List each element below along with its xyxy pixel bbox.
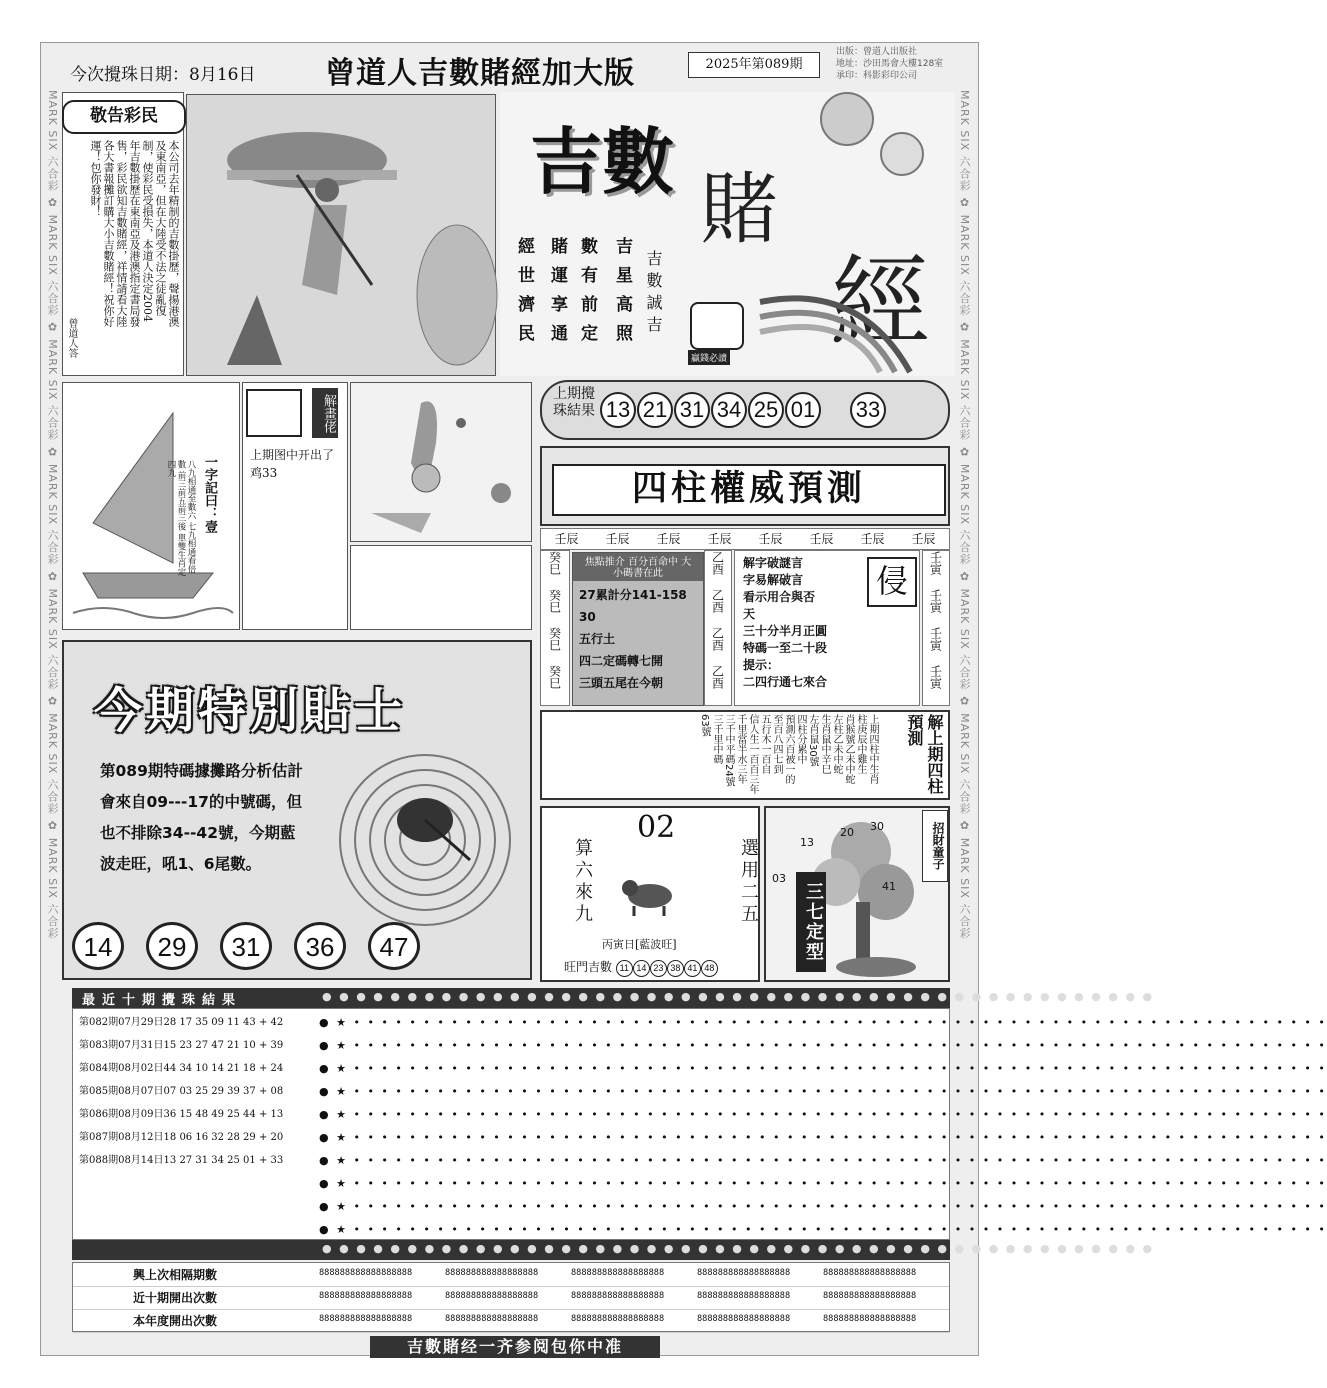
spiral-target [330, 750, 520, 930]
pick-box [540, 806, 760, 982]
history-row [79, 1172, 319, 1195]
history-row: 第087期08月12日18 06 16 32 28 29 + 20 [79, 1132, 284, 1143]
explain-col: 三千中平碼24號 [723, 714, 734, 787]
pillar-cell: 癸巳 [547, 551, 562, 575]
riddle-text: 上期图中开出了鸡33 [250, 448, 335, 480]
history-dot-row: ● ★ • • • • • • • • • • • • • • • • • • • • • • • • • • • • • • • • • • • • • • • • • • • • • • • • • • • • • • • • • • • • • • • • • • • • • • [319, 1108, 1327, 1121]
explain-col: 至百八四七到 [771, 714, 782, 774]
pillar-cell: 壬寅 [928, 551, 943, 575]
history-dots [319, 1011, 1327, 1241]
tree-number-3: 30 [870, 820, 884, 833]
history-row [79, 1218, 319, 1241]
tips-balls [72, 922, 452, 974]
tree-label: 招財童子 [922, 810, 948, 882]
stats-header [72, 1240, 1155, 1260]
explain-col: 生肖鼠中辛巳 [819, 714, 830, 774]
stats-label: 興上次相隔期數 [133, 1268, 218, 1282]
history-header [72, 988, 1155, 1008]
four-pillars-title [552, 464, 946, 516]
explain-columns [698, 714, 878, 798]
tips-title: 今期特別貼士 [94, 683, 407, 739]
tip-ball: 14 [72, 922, 124, 970]
tree-number-4: 03 [772, 872, 786, 885]
history-dot-row: ● ★ • • • • • • • • • • • • • • • • • • • • • • • • • • • • • • • • • • • • • • • • • • • • • • • • • • • • • • • • • • • • • • • • • • • • • • [319, 1223, 1327, 1236]
history-dot-row: ● ★ • • • • • • • • • • • • • • • • • • • • • • • • • • • • • • • • • • • • • • • • • • • • • • • • • • • • • • • • • • • • • • • • • • • • • • [319, 1154, 1327, 1167]
history-title: 最近十期攪珠結果 [82, 993, 243, 1008]
scene-picture [186, 94, 496, 376]
stats-eights: 888888888888888888 [571, 1291, 665, 1301]
stats-eights: 888888888888888888 [319, 1314, 413, 1324]
pillar-cell: 壬寅 [928, 665, 943, 689]
fisherman-illustration [187, 95, 493, 373]
door-ball: 48 [701, 960, 718, 977]
special-ball: 33 [850, 392, 886, 428]
pillars-top-row [540, 528, 950, 550]
notice-text: 本公司去年精制的吉數掛歷，聲揚港澳及東南亞，但在大陸受不法之徒亂復制，使彩民受損失，本道人決定2004年吉數掛歷在東南亞及港澳指定書局發售，彩民欲知吉數賭經，祥情請看大陸各大書報攤訂購大小吉數賭經！祝你好運！包你發財！ [89, 140, 180, 327]
history-header-dots: ● ● ● ● ● ● ● ● ● ● ● ● ● ● ● ● ● ● ● ● ● ● ● ● ● ● ● ● ● ● ● ● ● ● ● ● ● ● ● ● ● ● ● ● ● ● ● ● ● [322, 990, 1155, 1003]
left-margin-text: MARK SIX 六合彩 ✿ MARK SIX 六合彩 ✿ MARK SIX 六合彩 ✿ MARK SIX 六合彩 ✿ MARK SIX 六合彩 ✿ MARK SIX 六合彩 ✿ MARK SIX 六合彩 [46, 90, 59, 940]
explain-col: 信人生一百百三年 [747, 714, 758, 794]
result-ball: 34 [711, 392, 747, 428]
history-dot-row: ● ★ • • • • • • • • • • • • • • • • • • • • • • • • • • • • • • • • • • • • • • • • • • • • • • • • • • • • • • • • • • • • • • • • • • • • • • [319, 1016, 1327, 1029]
boat-heading: 一字記曰：壹 [202, 455, 217, 533]
riddle-picture [350, 382, 532, 542]
riddle-line: 解字破謎言 [743, 556, 804, 570]
motto-col-2: 數有前定 [577, 237, 597, 353]
address: 地址：沙田馬會大樓128室 [836, 59, 944, 69]
stats-label: 近十期開出次數 [133, 1291, 218, 1305]
stats-eights: 888888888888888888 [571, 1314, 665, 1324]
result-ball: 13 [600, 392, 636, 428]
result-ball: 01 [785, 392, 821, 428]
tiger-icon [620, 868, 680, 918]
tip-ball: 36 [294, 922, 346, 970]
footer-slogan [370, 1336, 660, 1358]
history-row: 第082期07月29日28 17 35 09 11 43 + 42 [79, 1017, 284, 1028]
pillars-left-col [540, 550, 570, 706]
money-tag: 贏錢必讀 [688, 350, 730, 365]
draw-date: 今次攪珠日期：8月16日 [70, 65, 256, 85]
history-dot-row: ● ★ • • • • • • • • • • • • • • • • • • • • • • • • • • • • • • • • • • • • • • • • • • • • • • • • • • • • • • • • • • • • • • • • • • • • • • [319, 1177, 1327, 1190]
riddle-line: 二四行通七來合 [743, 675, 828, 689]
brand-jing: 經 [830, 244, 930, 361]
rainbow-swoosh [760, 242, 950, 372]
explain-col: 左肖鼠30號 [807, 714, 818, 767]
explain-col: 五行木一百自 [759, 714, 770, 774]
result-ball: 25 [748, 392, 784, 428]
stats-eights: 888888888888888888 [823, 1268, 917, 1278]
boat-poem: 八九相通至數六 七九相通看倍數 前三前五前三後 單雙生肖定四九 [166, 460, 196, 576]
history-dot-row: ● ★ • • • • • • • • • • • • • • • • • • • • • • • • • • • • • • • • • • • • • • • • • • • • • • • • • • • • • • • • • • • • • • • • • • • • • • [319, 1039, 1327, 1052]
pillar-top-cell: 壬辰 [707, 532, 732, 546]
blank-panel [350, 545, 532, 630]
publisher: 出版：曾道人出版社 [836, 47, 918, 57]
history-row: 第086期08月09日36 15 48 49 25 44 + 13 [79, 1109, 284, 1120]
focus-header: 焦點推介 百分百命中 大小碼書在此 [573, 553, 703, 581]
pillars-right-col [922, 550, 950, 706]
motto-col-4: 經世濟民 [514, 237, 534, 353]
pillar-cell: 乙酉 [710, 551, 725, 575]
cartoon-illustration [351, 383, 529, 539]
brand-banner [500, 92, 955, 376]
focus-lines [573, 581, 703, 697]
explain-box [540, 710, 950, 800]
pillar-cell: 癸巳 [547, 665, 562, 689]
door-label: 旺門吉數 [564, 960, 613, 974]
door-ball: 38 [667, 960, 684, 977]
tree-number-1: 13 [800, 836, 814, 849]
door-ball: 11 [616, 960, 633, 977]
last-result-balls [600, 392, 950, 432]
history-dot-row: ● ★ • • • • • • • • • • • • • • • • • • • • • • • • • • • • • • • • • • • • • • • • • • • • • • • • • • • • • • • • • • • • • • • • • • • • • • [319, 1062, 1327, 1075]
focus-line: 五行土 [579, 632, 616, 646]
stats-eights: 888888888888888888 [823, 1291, 917, 1301]
focus-box [572, 552, 704, 706]
explain-col: 三千里中碼 [711, 714, 722, 764]
pillar-cell: 壬寅 [928, 627, 943, 651]
stats-table [72, 1262, 950, 1332]
four-pillars-title-text: 四柱權威預測 [631, 469, 866, 509]
stats-header-dots: ● ● ● ● ● ● ● ● ● ● ● ● ● ● ● ● ● ● ● ● ● ● ● ● ● ● ● ● ● ● ● ● ● ● ● ● ● ● ● ● ● ● ● ● ● ● ● ● ● [322, 1242, 1155, 1255]
footer-slogan-text: 吉數賭经一齐参阅包你中准 [406, 1337, 623, 1356]
paint-icon [246, 389, 302, 437]
pillar-top-cell: 壬辰 [605, 532, 630, 546]
pillar-top-cell: 壬辰 [809, 532, 834, 546]
tip-ball: 29 [146, 922, 198, 970]
page-title: 曾道人吉數賭經加大版 [325, 56, 635, 91]
coin-icon [820, 92, 874, 146]
stats-eights: 888888888888888888 [445, 1291, 539, 1301]
stats-row [73, 1263, 949, 1287]
riddle-line: 三十分半月正圓 [743, 624, 828, 638]
motto-side: 吉數誠吉 [644, 250, 663, 338]
explain-col: 上期四柱中生肖 [867, 714, 878, 784]
explain-col: 預測六百被一的 [783, 714, 794, 784]
money-icon [690, 302, 744, 350]
stats-eights: 888888888888888888 [445, 1314, 539, 1324]
riddle-line: 看示用合與否 [743, 590, 816, 604]
tree-caption: 三七定型 [796, 872, 826, 972]
focus-line: 30 [579, 610, 596, 624]
pillar-cell: 乙酉 [710, 627, 725, 651]
pick-left: 算六來九 [572, 838, 593, 926]
riddle-line: 字易解破言 [743, 573, 804, 587]
result-ball: 31 [674, 392, 710, 428]
issue-text: 2025年第089期 [705, 57, 803, 72]
explain-col: 四柱分累中 [795, 714, 806, 764]
notice-badge: 敬告彩民 [62, 100, 186, 134]
riddle-line: 特碼一至二十段 [743, 641, 828, 655]
brand-jishu: 吉數 [530, 120, 675, 204]
pillars-mid-col [704, 550, 732, 706]
pillar-top-cell: 壬辰 [758, 532, 783, 546]
motto-col-1: 吉星高照 [612, 237, 632, 353]
focus-line: 四二定碼轉七開 [579, 654, 664, 668]
history-row: 第084期08月02日44 34 10 14 21 18 + 24 [79, 1063, 284, 1074]
door-ball: 23 [650, 960, 667, 977]
explain-col: 柱庚辰中雞生 [855, 714, 866, 774]
explain-col: 千里當半水三年 [735, 714, 746, 784]
explain-label: 解上期四柱預測 [905, 714, 944, 794]
focus-line: 27累計分141-158 [579, 588, 687, 602]
pillar-cell: 乙酉 [710, 665, 725, 689]
tree-box [764, 806, 950, 982]
history-row: 第085期08月07日07 03 25 29 39 37 + 08 [79, 1086, 284, 1097]
riddle-line: 天 [743, 607, 756, 621]
door-row [564, 958, 718, 977]
explain-col: 肖猴號乙未中蛇 [843, 714, 854, 784]
brand-du: 賭 [700, 165, 779, 255]
last-result-label: 上期攪珠結果 [553, 386, 595, 419]
stats-eights: 888888888888888888 [445, 1268, 539, 1278]
tree-number-2: 20 [840, 826, 854, 839]
tip-ball: 47 [368, 922, 420, 970]
riddle-label: 解畫佬 [312, 388, 338, 438]
right-margin-text: MARK SIX 六合彩 ✿ MARK SIX 六合彩 ✿ MARK SIX 六合彩 ✿ MARK SIX 六合彩 ✿ MARK SIX 六合彩 ✿ MARK SIX 六合彩 ✿ MARK SIX 六合彩 [958, 90, 971, 940]
explain-col: 左柱乙未中蛇 [831, 714, 842, 774]
stats-eights: 888888888888888888 [697, 1314, 791, 1324]
focus-line: 三頭五尾在今朝 [579, 676, 664, 690]
pick-right: 選用二五 [738, 838, 759, 926]
pillar-top-cell: 壬辰 [554, 532, 579, 546]
door-ball: 41 [684, 960, 701, 977]
stats-eights: 888888888888888888 [697, 1268, 791, 1278]
door-numbers [616, 960, 718, 974]
history-row: 第088期08月14日13 27 31 34 25 01 + 33 [79, 1155, 284, 1166]
pillar-cell: 乙酉 [710, 589, 725, 613]
coin-icon-2 [880, 132, 924, 176]
stats-eights: 888888888888888888 [571, 1268, 665, 1278]
explain-col: 63號 [699, 714, 710, 737]
stats-row [73, 1309, 949, 1333]
tip-ball: 31 [220, 922, 272, 970]
stats-eights: 888888888888888888 [319, 1268, 413, 1278]
pillar-cell: 癸巳 [547, 589, 562, 613]
pillar-cell: 癸巳 [547, 627, 562, 651]
door-ball: 14 [633, 960, 650, 977]
history-dot-row: ● ★ • • • • • • • • • • • • • • • • • • • • • • • • • • • • • • • • • • • • • • • • • • • • • • • • • • • • • • • • • • • • • • • • • • • • • • [319, 1131, 1327, 1144]
riddle-char: 侵 [867, 557, 917, 607]
history-dot-row: ● ★ • • • • • • • • • • • • • • • • • • • • • • • • • • • • • • • • • • • • • • • • • • • • • • • • • • • • • • • • • • • • • • • • • • • • • • [319, 1200, 1327, 1213]
pick-caption: 丙寅日[藍波旺] [602, 938, 677, 951]
history-row: 第083期07月31日15 23 27 47 21 10 + 39 [79, 1040, 284, 1051]
stats-label: 本年度開出次數 [133, 1314, 218, 1328]
publisher-info [836, 46, 943, 82]
riddle-line: 提示： [743, 658, 780, 672]
history-rows [79, 1011, 319, 1241]
tree-number-5: 41 [882, 880, 896, 893]
pillar-top-cell: 壬辰 [911, 532, 936, 546]
tips-text: 第089期特碼據攤路分析估計會來自09---17的中號碼，但也不排除34--42號，今期藍波走旺，吼1、6尾數。 [100, 762, 303, 873]
stats-eights: 888888888888888888 [319, 1291, 413, 1301]
stats-row [73, 1286, 949, 1310]
history-table [72, 1008, 1327, 1240]
stats-eights: 888888888888888888 [697, 1291, 791, 1301]
notice-sign: 曾道人答 [66, 318, 77, 358]
pillar-cell: 壬寅 [928, 589, 943, 613]
printer: 承印：科影彩印公司 [836, 71, 918, 81]
pick-number: 02 [637, 810, 676, 845]
issue-number [688, 52, 820, 78]
result-ball: 21 [637, 392, 673, 428]
stats-eights: 888888888888888888 [823, 1314, 917, 1324]
motto-col-3: 賭運享通 [547, 237, 567, 353]
history-row [79, 1195, 319, 1218]
pillar-top-cell: 壬辰 [656, 532, 681, 546]
history-dot-row: ● ★ • • • • • • • • • • • • • • • • • • • • • • • • • • • • • • • • • • • • • • • • • • • • • • • • • • • • • • • • • • • • • • • • • • • • • • [319, 1085, 1327, 1098]
pillar-top-cell: 壬辰 [860, 532, 885, 546]
pillars-riddle-box [734, 550, 920, 706]
